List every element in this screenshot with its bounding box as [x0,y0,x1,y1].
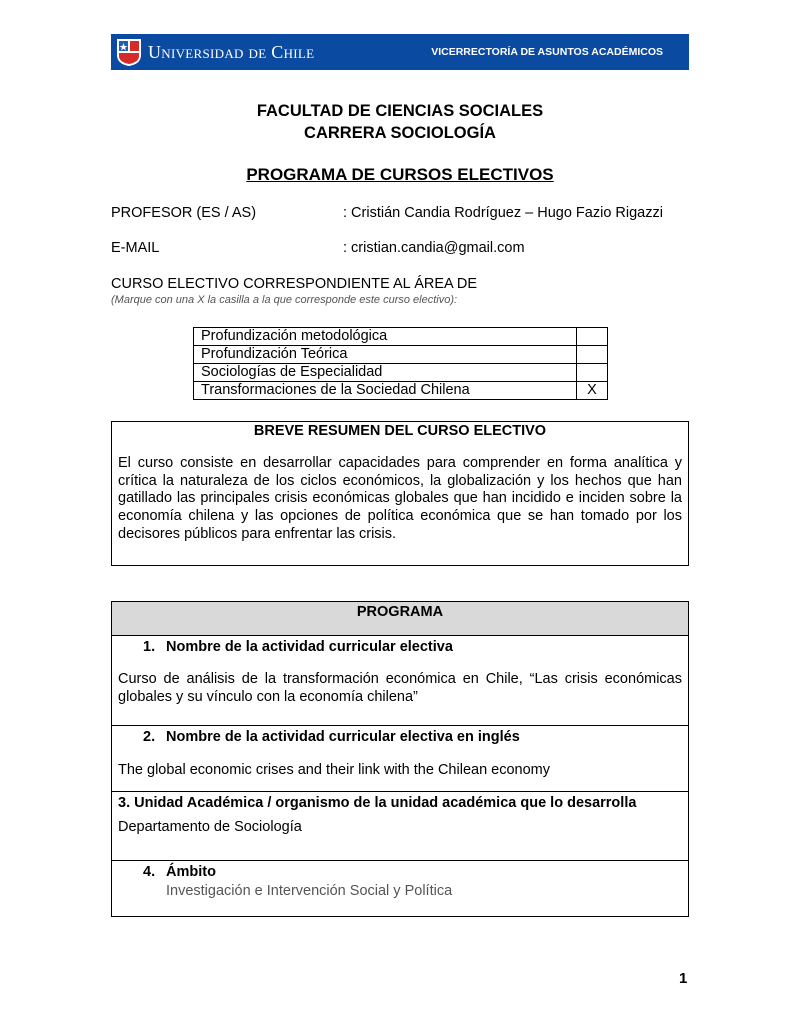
area-option-row [194,382,608,400]
section-title [143,639,453,655]
area-option-label: Profundización Teórica [194,346,577,364]
section-number: 3. [118,795,131,811]
summary-text: El curso consiste en desarrollar capacidades para comprender en forma analítica y crítica la naturaleza de los ciclos económicos, la globalización y los hechos que han gatillado las principales crisis económicas globales que han incidido e inciden sobre la economía chilena y las opciones de política económica que se han tomado por los decisores públicos para enfrentar las crisis. [118,455,682,542]
area-option-label: Profundización metodológica [194,328,577,346]
section-text: The global economic crises and their link with the Chilean economy [118,762,550,778]
faculty-heading: FACULTAD DE CIENCIAS SOCIALES [256,102,544,120]
area-option-row [194,346,608,364]
section-title [143,729,520,745]
area-option-row [194,328,608,346]
page-number: 1 [679,970,688,987]
summary-title: BREVE RESUMEN DEL CURSO ELECTIVO [253,423,547,439]
university-seal-icon [115,37,143,67]
professor-value: : Cristián Candia Rodríguez – Hugo Fazio Rigazzi [343,205,663,221]
program-section-4 [112,861,688,916]
section-title [143,864,216,880]
university-banner [111,34,689,70]
area-options-table [193,327,608,400]
program-section-2 [112,726,688,792]
area-option-label: Sociologías de Especialidad [194,364,577,382]
career-heading: CARRERA SOCIOLOGÍA [304,124,496,142]
area-option-label: Transformaciones de la Sociedad Chilena [194,382,577,400]
area-note: (Marque con una X la casilla a la que corresponde este curso electivo): [111,294,458,306]
section-number: 4. [143,864,156,880]
section-text: Curso de análisis de la transformación económica en Chile, “Las crisis económicas globales y su vínculo con la economía chilena” [118,671,682,705]
professor-label: PROFESOR (ES / AS) [111,205,257,221]
section-title-text: Nombre de la actividad curricular electiva en inglés [166,729,520,745]
program-table [111,601,689,917]
section-text: Investigación e Intervención Social y Política [166,883,453,899]
section-title-text: Unidad Académica / organismo de la unidad académica que lo desarrolla [134,795,637,811]
summary-box [111,421,689,566]
area-option-checkbox[interactable] [577,328,608,346]
section-title [118,795,636,811]
area-heading: CURSO ELECTIVO CORRESPONDIENTE AL ÁREA DE [111,276,478,292]
section-title-text: Nombre de la actividad curricular electiva [166,639,453,655]
office-name: VICERRECTORÍA DE ASUNTOS ACADÉMICOS [431,46,663,58]
university-name: Universidad de Chile [148,42,315,62]
area-option-checkbox[interactable] [577,364,608,382]
section-number: 1. [143,639,156,655]
program-title: PROGRAMA DE CURSOS ELECTIVOS [246,165,554,184]
section-title-text: Ámbito [166,864,216,880]
program-header: PROGRAMA [112,602,688,636]
section-number: 2. [143,729,156,745]
email-label: E-MAIL [111,240,160,256]
area-option-row [194,364,608,382]
section-text: Departamento de Sociología [118,819,302,835]
area-option-checkbox[interactable]: X [577,382,608,400]
program-section-3 [112,792,688,861]
area-option-checkbox[interactable] [577,346,608,364]
program-section-1 [112,636,688,726]
email-value: : cristian.candia@gmail.com [343,240,525,256]
